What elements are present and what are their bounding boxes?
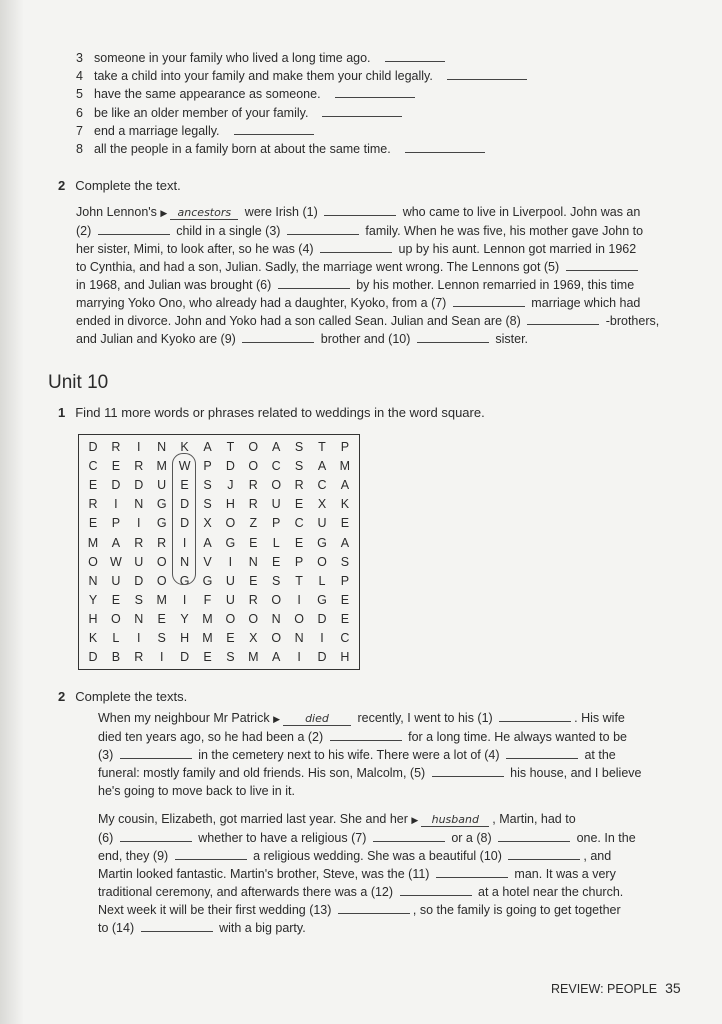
text-segment: his house, and I believe [506,766,642,780]
word-square-letter[interactable]: K [88,631,98,645]
item-text: all the people in a family born at about the same time. [94,142,391,156]
arrow-icon: ▶ [411,815,419,825]
text-segment: ended in divorce. John and Yoko had a son called Sean. Julian and Sean are (8) [76,314,525,328]
word-square-letter[interactable]: O [248,611,259,626]
word-square-letter[interactable]: S [294,440,304,454]
answer-blank[interactable] [175,848,247,860]
word-square-letter[interactable]: O [225,611,236,626]
word-square-letter[interactable]: D [88,440,98,454]
word-square-letter[interactable]: S [272,573,281,588]
word-square-row [79,591,359,610]
text-segment: (6) [98,831,117,845]
example-answer: ancestors [170,206,238,220]
word-square-letter[interactable]: U [134,554,144,569]
word-square-letter[interactable]: T [226,440,235,454]
unit10-text-1 [98,709,642,800]
word-square-letter[interactable]: K [180,440,189,454]
text-line [98,810,636,829]
answer-blank[interactable] [234,123,314,135]
answer-blank[interactable] [141,920,213,932]
word-square-letter[interactable]: E [180,478,189,493]
text-segment: sister. [491,332,529,346]
item-text: have the same appearance as someone. [94,87,321,102]
word-square-letter[interactable]: Y [88,592,98,607]
word-square-row [79,629,359,648]
word-square-letter[interactable]: O [88,554,98,569]
word-square-letter[interactable]: E [249,573,258,588]
answer-blank[interactable] [330,729,402,741]
word-square-letter[interactable]: E [340,516,350,531]
text-line [76,222,659,240]
word-square-letter[interactable]: O [294,611,304,626]
word-square-letter[interactable]: Y [180,611,189,626]
word-square-letter[interactable]: E [340,592,350,607]
word-square-letter[interactable]: D [111,478,121,493]
word-square-letter[interactable]: G [156,516,167,531]
word-square-letter[interactable]: E [203,650,212,665]
word-square-letter[interactable]: E [226,631,235,645]
word-square-letter[interactable]: D [134,573,144,588]
word-square-letter[interactable]: R [134,535,144,550]
arrow-icon: ▶ [160,208,168,218]
answer-blank[interactable] [120,830,192,842]
text-line [98,847,636,865]
answer-blank[interactable] [335,86,415,98]
word-square-letter[interactable]: X [249,631,258,645]
text-segment: a religious wedding. She was a beautiful (10) [249,849,506,863]
word-square-letter[interactable]: E [88,478,98,493]
word-square-letter[interactable]: O [271,631,282,645]
text-segment: to Cynthia, and had a son, Julian. Sadly, the marriage went wrong. The Lennons got (5) [76,260,563,274]
exercise-number: 1 [58,405,66,420]
word-square-letter[interactable]: R [134,650,144,665]
answer-blank[interactable] [322,105,402,117]
word-square-letter[interactable]: C [88,459,98,474]
word-square-letter[interactable]: D [317,650,327,665]
word-square-letter[interactable]: S [157,631,166,645]
word-square-letter[interactable]: D [225,459,235,474]
word-square-letter[interactable]: P [111,516,121,531]
word-square-letter[interactable]: U [111,573,121,588]
word-square-letter[interactable]: J [227,478,234,493]
example-answer: husband [421,813,489,827]
word-square-letter[interactable]: O [317,554,327,569]
unit10-exercise-1-heading [58,405,485,420]
word-square-letter[interactable]: S [340,554,350,569]
word-square-letter[interactable]: M [202,631,213,645]
word-square-letter[interactable]: E [88,516,98,531]
word-square-letter[interactable]: I [137,516,141,531]
text-line [98,883,636,901]
text-segment: were Irish (1) [241,205,322,219]
word-square-letter[interactable]: P [203,459,212,474]
word-square-letter[interactable]: M [156,592,167,607]
word-square-letter[interactable]: A [340,478,350,493]
example-answer: died [283,712,351,726]
word-square-letter[interactable]: I [137,631,141,645]
exercise-2-text [76,203,659,348]
answer-blank[interactable] [566,259,638,271]
text-segment: , and [583,849,612,863]
word-square-letter[interactable]: N [271,611,281,626]
text-line [76,312,659,330]
word-square-letter[interactable]: I [159,650,164,665]
word-square-letter[interactable]: I [320,631,324,645]
prev-item [76,105,405,122]
answer-blank[interactable] [508,848,580,860]
text-segment: man. It was a very [510,867,616,881]
word-square-letter[interactable]: O [225,516,236,531]
word-square-row [79,514,359,533]
word-square-letter[interactable]: R [157,535,167,550]
word-square-letter[interactable]: I [182,535,187,550]
word-square-letter[interactable]: B [111,650,121,665]
word-square-letter[interactable]: A [340,535,350,550]
answer-blank[interactable] [324,204,396,216]
text-segment: , so the family is going to get together [412,903,621,917]
text-segment: marrying Yoko Ono, who already had a daughter, Kyoko, from a (7) [76,296,450,310]
answer-blank[interactable] [506,747,578,759]
word-square-letter[interactable]: N [134,611,144,626]
answer-blank[interactable] [373,830,445,842]
item-number: 6 [76,105,83,120]
answer-blank[interactable] [98,223,170,235]
text-line [76,294,659,312]
word-square-letter[interactable]: N [157,440,167,454]
exercise-number: 2 [58,178,66,193]
word-square-letter[interactable]: M [339,459,351,474]
unit10-text-2 [98,810,636,937]
word-square-letter[interactable]: C [271,459,281,474]
word-square-row [79,572,359,591]
text-line [98,728,642,746]
word-square-letter[interactable]: V [203,554,212,569]
word-square-letter[interactable]: S [294,459,304,474]
word-square-letter[interactable]: D [134,478,144,493]
word-square-letter[interactable]: U [317,516,327,531]
word-square-letter[interactable]: O [271,592,282,607]
text-line [76,240,659,258]
word-square-letter[interactable]: X [203,516,212,531]
word-square-row [79,495,359,514]
answer-blank[interactable] [447,68,527,80]
word-square-letter[interactable]: H [340,650,350,665]
word-square-letter[interactable]: A [272,440,281,454]
word-square-letter[interactable]: I [182,592,187,607]
text-segment: My cousin, Elizabeth, got married last year. She and her [98,812,412,826]
word-square-letter[interactable]: T [295,573,303,588]
text-segment: who came to live in Liverpool. John was an [399,205,641,219]
word-square-letter[interactable]: A [272,650,281,665]
word-square-letter[interactable]: L [272,535,280,550]
text-segment: in 1968, and Julian was brought (6) [76,278,275,292]
text-line [98,829,636,847]
text-segment: When my neighbour Mr Patrick [98,711,274,725]
word-square-letter[interactable]: G [317,592,327,607]
answer-blank[interactable] [436,866,508,878]
word-square-letter[interactable]: R [111,440,121,454]
word-square-letter[interactable]: N [294,631,304,645]
prev-item [76,86,418,103]
word-square-letter[interactable]: O [271,478,282,493]
text-segment: end, they (9) [98,849,172,863]
text-segment: , Martin, had to [492,812,576,826]
word-square-row [79,438,359,457]
text-segment: died ten years ago, so he had been a (2) [98,730,327,744]
answer-blank[interactable] [338,902,410,914]
word-square-letter[interactable]: M [202,611,213,626]
word-square-row [79,553,359,572]
word-square-letter[interactable]: U [271,497,281,512]
word-square-letter[interactable]: S [203,497,212,512]
item-number: 3 [76,51,83,65]
exercise-2-heading [58,178,181,193]
word-square-letter[interactable]: O [248,459,259,474]
page-spine-shadow [0,0,24,1024]
item-text: someone in your family who lived a long time ago. [94,51,371,65]
item-text: be like an older member of your family. [94,105,309,120]
word-square-letter[interactable]: A [203,440,212,454]
text-segment: Martin looked fantastic. Martin's brother, Steve, was the (11) [98,867,433,881]
prev-item [76,141,488,158]
word-square-letter[interactable]: E [294,497,304,512]
answer-blank[interactable] [405,141,485,153]
answer-blank[interactable] [499,710,571,722]
word-square-letter[interactable]: D [88,650,98,665]
prev-item [76,68,530,85]
text-segment: child in a single (3) [172,224,284,238]
text-line [98,782,642,800]
text-segment: and Julian and Kyoko are (9) [76,332,240,346]
text-segment: family. When he was five, his mother gave John to [361,224,644,238]
item-text: take a child into your family and make them your child legally. [94,69,433,84]
text-segment: brother and (10) [317,332,414,346]
word-square-letter[interactable]: L [318,573,326,588]
text-segment: whether to have a religious (7) [194,831,370,845]
word-square-row [79,648,359,667]
word-square-row [79,610,359,629]
word-square-letter[interactable]: D [180,497,190,512]
word-square-letter[interactable]: K [340,497,350,512]
exercise-instruction: Complete the texts. [75,689,188,704]
answer-blank[interactable] [385,50,445,62]
word-square-letter[interactable]: H [180,631,190,645]
item-text: end a marriage legally. [94,123,220,138]
text-line [98,746,642,764]
item-number: 8 [76,142,83,156]
word-square-letter[interactable]: A [317,459,327,474]
answer-blank[interactable] [242,331,314,343]
answer-blank[interactable] [417,331,489,343]
answer-blank[interactable] [287,223,359,235]
word-square-letter[interactable]: H [225,497,235,512]
item-number: 5 [76,87,83,102]
footer-section: REVIEW: PEOPLE [551,982,658,996]
word-square-letter[interactable]: U [225,592,235,607]
text-line [76,276,659,294]
word-square-letter[interactable]: W [109,554,122,569]
item-number: 7 [76,123,83,138]
text-segment: at the [581,748,616,762]
text-segment: . His wife [574,711,625,725]
text-line [76,330,659,348]
word-square-letter[interactable]: H [88,611,98,626]
text-segment: recently, I went to his (1) [353,711,497,725]
answer-blank[interactable] [432,765,504,777]
text-segment: John Lennon's [76,205,161,219]
word-square-letter[interactable]: N [88,573,98,588]
text-segment: traditional ceremony, and afterwards there was a (12) [98,885,397,899]
text-line [98,901,636,919]
word-square-letter[interactable]: S [203,478,212,493]
word-square-letter[interactable]: P [294,554,304,569]
word-square-row [79,457,359,476]
word-square-letter[interactable]: E [340,611,350,626]
text-segment: Next week it will be their first wedding (13) [98,903,335,917]
word-square-letter[interactable]: M [156,459,167,474]
word-square-letter[interactable]: C [340,631,350,645]
word-square-letter[interactable]: L [112,631,120,645]
word-square-letter[interactable]: N [134,497,144,512]
word-square-letter[interactable]: R [248,478,258,493]
word-square-letter[interactable]: A [203,535,212,550]
word-square-letter[interactable]: I [137,440,141,454]
word-square-letter[interactable]: D [180,516,190,531]
word-square-letter[interactable]: E [157,611,166,626]
text-segment: -brothers, [602,314,660,328]
answer-blank[interactable] [498,830,570,842]
word-square-letter[interactable]: R [134,459,144,474]
prev-item [76,123,317,140]
page-footer [551,980,681,996]
word-square-letter[interactable]: U [157,478,167,493]
word-square-row [79,534,359,553]
word-square-letter[interactable]: D [317,611,327,626]
word-square-letter[interactable]: E [111,592,121,607]
answer-blank[interactable] [320,241,392,253]
word-square-letter[interactable]: C [294,516,304,531]
exercise-instruction: Find 11 more words or phrases related to weddings in the word square. [75,405,485,420]
word-square-letter[interactable]: A [111,535,121,550]
text-line [98,919,636,937]
word-square-letter[interactable]: M [87,535,99,550]
text-segment: by his mother. Lennon remarried in 1969, this time [352,278,635,292]
text-segment: for a long time. He always wanted to be [404,730,627,744]
word-square-letter[interactable]: G [179,573,190,588]
word-square-letter[interactable]: N [248,554,258,569]
unit10-exercise-2-heading [58,689,187,704]
text-segment: in the cemetery next to his wife. There were a lot of (4) [194,748,503,762]
word-square-letter[interactable]: S [226,650,235,665]
text-segment: one. In the [573,831,636,845]
word-square-letter[interactable]: E [294,535,304,550]
word-square-letter[interactable]: M [248,650,259,665]
arrow-icon: ▶ [273,714,280,724]
word-square-letter[interactable]: N [180,554,190,569]
word-square-letter[interactable]: E [249,535,258,550]
text-line [98,865,636,883]
circled-word-wedding [172,453,196,585]
answer-blank[interactable] [453,295,525,307]
word-square-letter[interactable]: C [317,478,327,493]
text-line [76,203,659,222]
word-square-letter[interactable]: R [294,478,304,493]
word-square-letter[interactable]: T [318,440,326,454]
text-segment: or a (8) [447,831,496,845]
page-number: 35 [665,980,681,996]
word-square-letter[interactable]: I [297,650,301,665]
text-segment: marriage which had [527,296,641,310]
text-line [76,258,659,276]
word-square-letter[interactable]: G [156,497,167,512]
word-square-letter[interactable]: S [134,592,143,607]
word-square-letter[interactable]: O [111,611,121,626]
word-square-row [79,476,359,495]
text-segment: to (14) [98,921,138,935]
text-segment: (2) [76,224,95,238]
word-square-letter[interactable]: P [272,516,281,531]
unit-title: Unit 10 [48,372,109,393]
word-square-letter[interactable]: R [248,497,258,512]
word-square-letter[interactable]: G [317,535,327,550]
word-square-letter[interactable]: R [88,497,98,512]
word-square-letter[interactable]: F [203,592,212,607]
word-square-letter[interactable]: E [111,459,121,474]
text-segment: up by his aunt. Lennon got married in 1962 [395,242,637,256]
exercise-instruction: Complete the text. [75,178,181,193]
exercise-number: 2 [58,689,66,704]
word-square-letter[interactable]: G [202,573,213,588]
text-line [98,709,642,728]
word-square-letter[interactable]: O [156,573,167,588]
answer-blank[interactable] [400,884,472,896]
word-square-letter[interactable]: P [340,440,350,454]
word-square-letter[interactable]: O [156,554,167,569]
word-square-letter[interactable]: D [180,650,190,665]
word-square [78,434,360,670]
word-square-letter[interactable]: I [297,592,301,607]
word-square-letter[interactable]: G [225,535,236,550]
word-square-letter[interactable]: R [248,592,258,607]
word-square-letter[interactable]: P [340,573,350,588]
word-square-letter[interactable]: I [114,497,118,512]
answer-blank[interactable] [527,313,599,325]
word-square-letter[interactable]: O [248,440,259,454]
text-segment: her sister, Mimi, to look after, so he was (4) [76,242,318,256]
item-number: 4 [76,69,83,84]
text-segment: funeral: mostly family and old friends. His son, Malcolm, (5) [98,766,429,780]
text-line [98,764,642,782]
answer-blank[interactable] [278,277,350,289]
text-segment: at a hotel near the church. [474,885,624,899]
word-square-letter[interactable]: Z [249,516,258,531]
text-segment: he's going to move back to live in it. [98,784,295,798]
text-segment: with a big party. [215,921,306,935]
word-square-letter[interactable]: E [272,554,281,569]
answer-blank[interactable] [120,747,192,759]
word-square-letter[interactable]: I [228,554,233,569]
word-square-letter[interactable]: W [178,459,191,474]
word-square-letter[interactable]: X [317,497,327,512]
text-segment: (3) [98,748,117,762]
word-square-letter[interactable]: U [225,573,235,588]
prev-item [76,50,448,67]
